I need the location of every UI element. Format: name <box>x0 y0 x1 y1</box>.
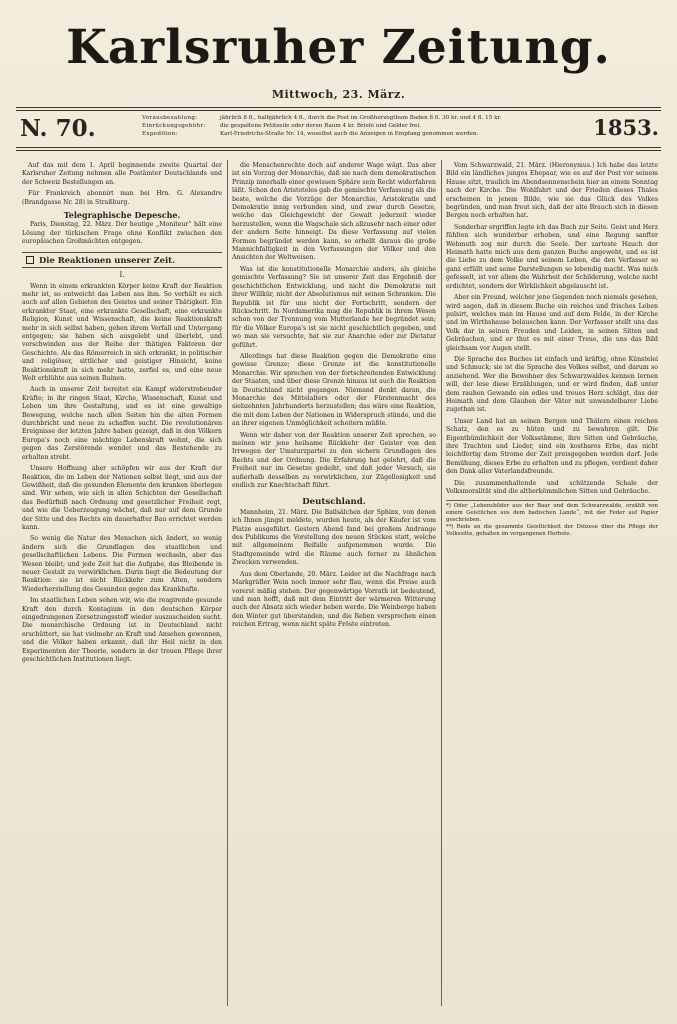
article-paragraph: Was ist die konstitutionelle Monarchie anders, als gleiche gemischte Verfassung? Sie ist unserer Zeit das Ergebniß der geschichtlichen Entwicklung, und nicht die Demokratie mit ihrer Willkür, nicht der Absolutismus mit seinen Schranken. Die Republik ist für uns nicht der Fortschritt, sondern der Rückschritt. In Nordamerika mag die Republik in ihrem Wesen schon von der Trennung vom Mutterlande her begründet sein; für die Völker Europa's ist sie nicht geschichtlich gegeben, und wo man sie versuchte, hat sie zur Anarchie oder zur Dictatur geführt. <box>232 265 436 349</box>
header-rule <box>16 147 661 148</box>
info-row: Expedition: Karl-Friedrichs-Straße Nr. 14, woselbst auch die Anzeigen in Empfang genommen werden. <box>142 131 479 138</box>
info-row: Einrückungsgebühr: die gespaltene Petitzeile oder deren Raum 4 kr. Briefe und Gelder frei. <box>142 123 422 130</box>
article-paragraph: Aber ein Freund, welcher jene Gegenden noch niemals gesehen, wird sagen, daß in diesem Buche ein reiches und frisches Leben pulsirt, welches man im Hause und auf dem Felde, in der Kirche und im Wirthshause belauschen kann. Der Verfasser stellt uns das Volk dar in seinen Freuden und Leiden, in seinen Sitten und Gebräuchen, und er thut es mit einer Treue, die uns das Bild gleichsam vor Augen stellt. <box>446 294 658 352</box>
issue-year: 1853. <box>593 115 659 140</box>
telegraph-dispatch: Paris, Dienstag, 22. März. Der heutige „Moniteur“ hält eine Lösung der türkischen Frage ohne Konflikt zwischen den europäischen Großmächten entgegen. <box>22 221 222 246</box>
column-divider <box>227 160 228 1006</box>
footnote: *) Oder „Lebensbilder aus der Baar und dem Schwarzwalde, erzählt von einem Geistlichen aus dem badischen Lande“, mit der Feder auf Papier geschrieben. <box>446 503 658 524</box>
news-item: Aus dem Oberlande, 20. März. Leider ist die Nachfrage nach Markgräfler Wein noch immer sehr flau, wenn die Preise auch vorerst mäßig stehen. Der gegenwärtige Vorrath ist bedeutend, und man hofft, daß mit dem Eintritt der wärmeren Witterung auch der Absatz sich wieder heben werde. Die Weinberge haben den Winter gut überstanden, und die Reben versprechen einen reichen Ertrag, wenn nicht späte Fröste eintreten. <box>232 570 436 629</box>
top-rule <box>16 107 661 108</box>
news-item: Mannheim, 21. März. Die Ballsälchen der Sphinx, von denen ich Ihnen jüngst meldete, wurden heute, als der Käufer ist vom Platze ausgeführt. Gestern Abend fand bei großem Andrange des Publikums die Vorstellung des neuen Stückes statt, welche mit allgemeinem Beifalle aufgenommen wurde. Die Stadtgemeinde wird die Räume auch ferner zu ähnlichen Zwecken verwenden. <box>232 508 436 567</box>
article-paragraph: die Menschenrechte doch auf anderer Wage wägt. Das aber ist ein Vorzug der Monarchie, daß sie nach dem demokratischen Prinzip innerhalb einer gewissen Sphäre sein Recht widerfahren läßt. Schon den Aristoteles gab die gemischte Verfassung als die beste, welche die Vorzüge der Monarchie, Aristokratie und Demokratie innig verbunden sind, und zwar durch Gesetze, welche das Gleichgewicht der Gewalt jederzeit wieder herzustellen, wenn die Wagschale sich allzusehr nach einer oder der andern Seite hinneigt. Da diese Verfassung auf vielen Formen begründet werden kann, so erhellt daraus die große Mannichfaltigkeit in den Verfassungen der Völker und den Ansichten der Weltweisen. <box>232 162 436 262</box>
footnote: **) Rede an die gesammte Geistlichkeit der Diözese über die Pflege der Volkssitte, gehalten im vergangenen Herbste. <box>446 524 658 538</box>
column-two <box>232 162 436 1008</box>
article-paragraph: Unser Land hat an seinen Bergen und Thälern einen reichen Schatz, den es zu hüten und zu bewahren gilt. Die Eigenthümlichkeit der Volksstämme, ihre Sitten und Gebräuche, ihre Trachten und Lieder, sind ein kostbares Erbe, das nicht leichtfertig dem Strome der Zeit preisgegeben werden darf. Jede Bemühung, dieses Erbe zu erhalten und zu pflegen, verdient daher den Dank aller Vaterlandsfreunde. <box>446 417 658 476</box>
column-one <box>22 162 222 1008</box>
telegraph-heading: Telegraphische Depesche. <box>63 210 181 221</box>
article-paragraph: Die Sprache des Buches ist einfach und kräftig, ohne Künstelei und Schmuck; sie ist die Sprache des Volkes selbst, und darum so anziehend. Wer die Bewohner des Schwarzwaldes kennen lernen will, der lese diese Erzählungen, und er wird finden, daß unter dem rauhen Gewande ein edles und treues Herz schlägt, das der Heimath und dem Glauben der Väter mit unwandelbarer Liebe zugethan ist. <box>446 355 658 414</box>
article-paragraph: Die zusammenhaltende und schützende Schale der Volksmoralität sind die altherkömmlichen Sitten und Gebräuche. <box>446 479 658 496</box>
article-heading: Die Reaktionen unserer Zeit. <box>22 252 222 269</box>
column-three <box>446 162 658 1008</box>
article-paragraph: Wenn in einem erkrankten Körper keine Kraft der Reaktion mehr ist, so entweicht das Leben aus ihm. So verhält es sich auch auf allen Gebieten des Geistes und seiner Thätigkeit. Ein erkrankter Staat, eine erkrankte Gesellschaft, eine erkrankte Religion, Kunst und Wissenschaft, die keine Reaktionskraft mehr in sich selbst haben, gehen ihrem Verfall und Untergang entgegen; sie haben sich ausgelebt und überlebt, und verschwinden aus der Reihe der thätigen Faktoren der Geschichte. Als das Römerreich in sich erkrankt, in politischer und religiöser, sittlicher und geistiger Hinsicht, keine Reaktionskraft in sich mehr hatte, zerfiel es, und eine neue Welt erblühte aus seinen Ruinen. <box>22 282 222 383</box>
article-paragraph: Unsere Hoffnung aber schöpfen wir aus der Kraft der Reaktion, die im Leben der Nationen selbst liegt, und aus der Gewißheit, daß die gesunden Elemente den kranken überlegen sind. Wir sehen, wie sich in allen Schichten der Gesellschaft das Bedürfniß nach Ordnung und gesetzlicher Freiheit regt, und wie die Ueberzeugung wächst, daß nur auf dem Grunde der Sitte und des Rechts ein dauerhafter Bau errichtet werden kann. <box>22 465 222 531</box>
issue-date: Mittwoch, 23. März. <box>271 88 406 101</box>
article-paragraph: Allerdings hat diese Reaktion gegen die Demokratie eine gewisse Grenze; diese Grenze ist die konstitutionelle Monarchie. Wir sprechen von der fortschreitenden Entwicklung der Staaten, und über diese Grenze hinaus ist auch die Reaktion in Deutschland nicht gegangen. Niemand denkt daran, die Monarchie des Mittelalters oder der Fürstenmacht des siebzehnten Jahrhunderts herzustellen; das wäre eine Reaktion, die mit dem Leben der Nationen in Widerspruch stünde, und die an ihrer eigenen Unmöglichkeit scheitern müßte. <box>232 352 436 428</box>
article-paragraph: Wenn wir daher von der Reaktion unserer Zeit sprechen, so meinen wir jene heilsame Rückkehr der Geister von den Irrwegen der Umsturzpartei zu den sichern Grundlagen des Rechts und der Ordnung. Die Erfahrung hat gelehrt, daß die Freiheit nur im Gesetze gedeiht, und daß jeder Versuch, sie außerhalb desselben zu verwirklichen, zur Zügellosigkeit und endlich zur Knechtschaft führt. <box>232 431 436 490</box>
column-divider <box>441 160 442 1006</box>
section-heading-deutschland: Deutschland. <box>302 497 366 508</box>
header-rule-double <box>16 150 661 151</box>
article-paragraph: Auch in unserer Zeit bereitet ein Kampf widerstrebender Kräfte; in ihr ringen Staat, Kirche, Wissenschaft, Kunst und Leben um ihre Gestaltung, und es ist eine gewaltige Bewegung, welche nach allen Seiten hin die alten Formen durchbricht und neue zu schaffen sucht. Die revolutionären Ereignisse der letzten Jahre haben gezeigt, daß in den Völkern Europa's noch eine mächtige Lebenskraft wohnt, die sich gegen das Zerstörende wendet und das Bestehende zu erhalten strebt. <box>22 386 222 461</box>
issue-number: N. 70. <box>20 115 96 142</box>
article-paragraph: Im staatlichen Leben sehen wir, wie die reagirende gesunde Kraft den durch Kontagium in den deutschen Körper eingedrungenen Zersetzungsstoff wieder auszuscheiden sucht. Die monarchische Ordnung ist in Deutschland nicht erschüttert, sie hat vielmehr an Kraft und Ansehen gewonnen, und die Völker haben erkannt, daß ihr Heil nicht in den Experimenten der Theorie, sondern in der treuen Pflege ihrer geschichtlichen Institutionen liegt. <box>22 597 222 664</box>
article-part-number: I. <box>119 271 125 280</box>
subscription-notice: Auf das mit dem 1. April beginnende zweite Quartal der Karlsruher Zeitung nehmen alle Postämter Deutschlands und der Schweiz Bestellungen an. Für Frankreich abonnirt man bei Hrn. G. Alexandre (Brandgasse Nr. 28) in Straßburg. <box>22 162 222 206</box>
subscription-info <box>142 114 530 139</box>
top-rule-double <box>16 110 661 111</box>
square-ornament-icon <box>26 256 34 264</box>
article-paragraph: Vom Schwarzwald, 21. März. (Hieronymus.) Ich habe das letzte Bild ein ländliches junges Ehepaar, wie es auf der Post vor seinem Hause sitzt, traulich im Abendsonnenschein hier an einem Sonntag nach der Kirche. Die Wohlfahrt und der Frieden dieses Thales erscheinen in jenem Bilde, wie sie das Glück des Volkes begründen, und man freut sich, daß der alte Brauch sich in diesen Bergen noch erhalten hat. <box>446 162 658 220</box>
masthead-title: Karlsruher Zeitung. <box>66 20 611 75</box>
info-row: Vorausbezahlung: jährlich 8 fl., halbjährlich 4 fl., durch die Post im Großherzogthum Baden 8 fl. 30 kr. und 4 fl. 15 kr. <box>142 115 502 121</box>
article-paragraph: Sonderbar ergriffen legte ich das Buch zur Seite. Geist und Herz fühlten sich wunderbar erhoben, und eine Regung sanfter Wehmuth zog mir durch die Seele. Der zarteste Hauch der Heimath hatte mich aus dem ganzen Buche angeweht, und es ist die Liebe zu dem Volke und seinem Leben, die den Verfasser so ganz erfüllt und seine Darstellungen so lebendig macht. Was mich gefesselt, ist vor allem die Wahrheit der Schilderung, welche nicht erdichtet, sondern der Wirklichkeit abgelauscht ist. <box>446 223 658 290</box>
article-paragraph: So wenig die Natur des Menschen sich ändert, so wenig ändern sich die Grundlagen des staatlichen und gesellschaftlichen Lebens. Die Formen wechseln, aber das Wesen bleibt; und jede Zeit hat die Aufgabe, das Bleibende in neuer Gestalt zu verwirklichen. Darin liegt die Bedeutung der Reaktion: sie ist nicht Rückkehr zum Alten, sondern Wiederherstellung des Gesunden gegen das Krankhafte. <box>22 535 222 593</box>
footnotes <box>446 500 658 538</box>
